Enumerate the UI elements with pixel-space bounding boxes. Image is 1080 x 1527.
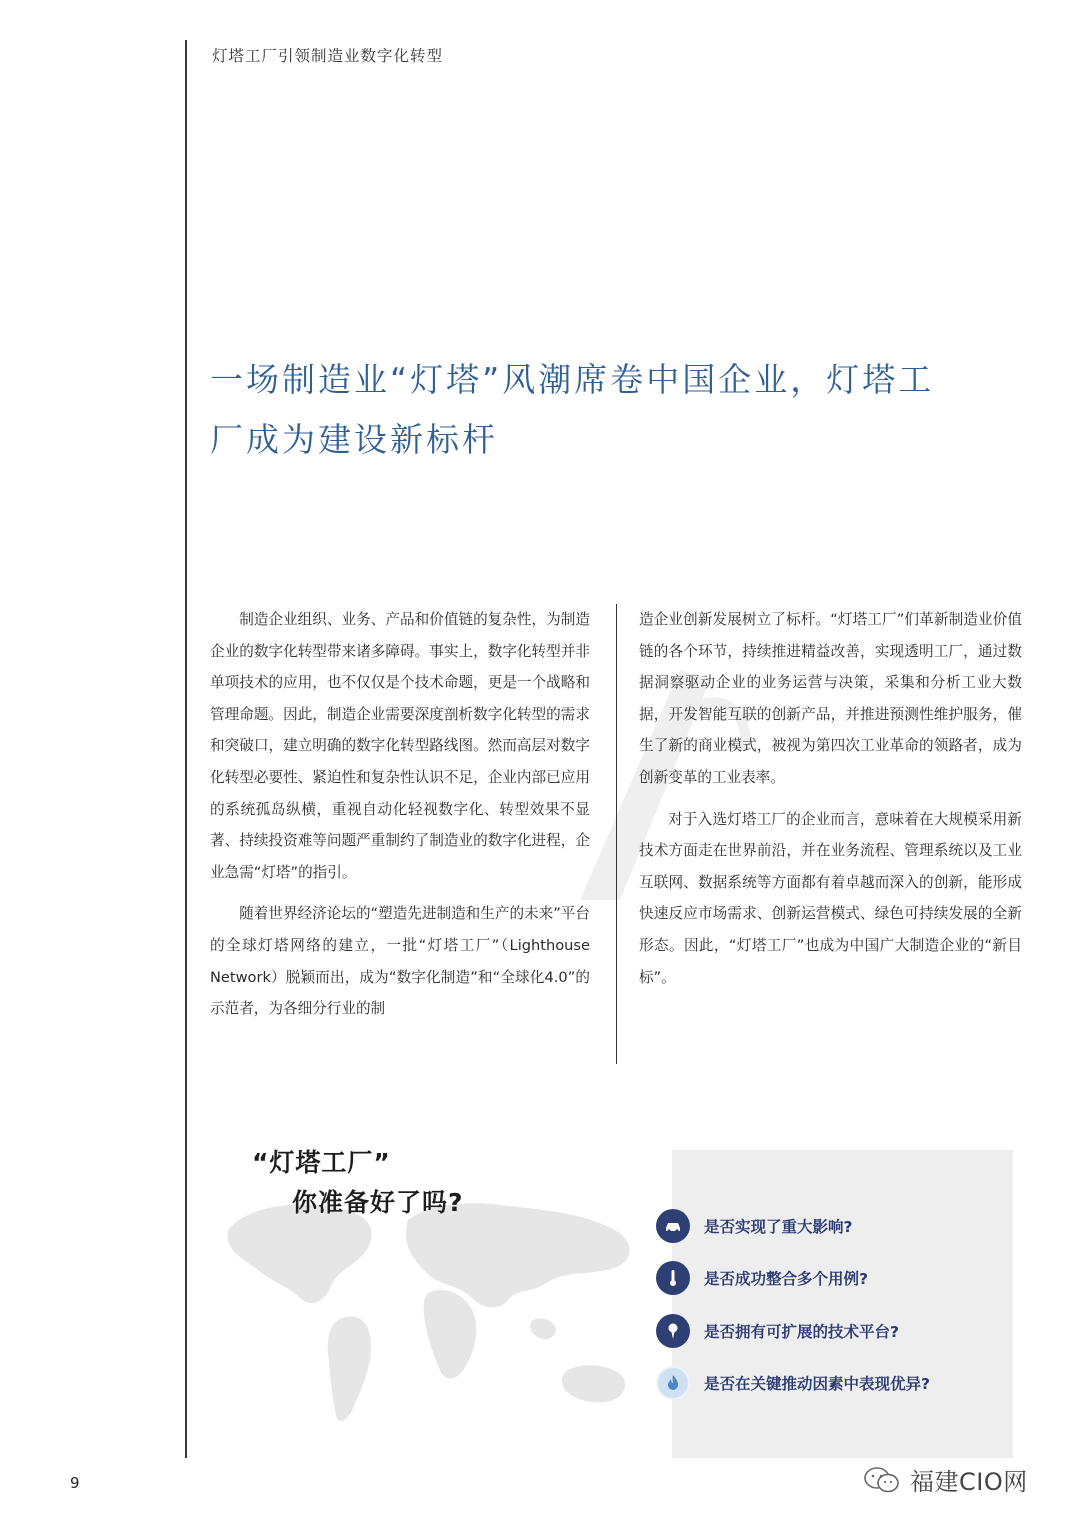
wechat-icon bbox=[862, 1465, 902, 1495]
flame-icon bbox=[656, 1366, 690, 1400]
page-number: 9 bbox=[70, 1474, 80, 1492]
section-title-line1: 一场制造业“灯塔”风潮席卷中国企业，灯塔工 bbox=[210, 360, 935, 399]
question-panel bbox=[672, 1150, 1013, 1458]
body-column-left bbox=[210, 604, 590, 1035]
question-item bbox=[656, 1364, 930, 1402]
margin-rule bbox=[185, 40, 187, 1458]
body-paragraph: 随着世界经济论坛的“塑造先进制造和生产的未来”平台的全球灯塔网络的建立，一批“灯塔工厂”（Lighthouse Network）脱颖而出，成为“数字化制造”和“全球化4.0”的示范者，为各细分行业的制 bbox=[210, 905, 590, 1018]
running-header: 灯塔工厂引领制造业数字化转型 bbox=[212, 47, 444, 65]
body-column-right bbox=[639, 604, 1022, 1003]
question-item bbox=[656, 1259, 868, 1297]
question-item bbox=[656, 1207, 853, 1245]
body-paragraph: 制造企业组织、业务、产品和价值链的复杂性，为制造企业的数字化转型带来诸多障碍。事实上，数字化转型并非单项技术的应用，也不仅仅是个技术命题，更是一个战略和管理命题。因此，制造企业需要深度剖析数字化转型的需求和突破口，建立明确的数字化转型路线图。然而高层对数字化转型必要性、紧迫性和复杂性认识不足，企业内部已应用的系统孤岛纵横，重视自动化轻视数字化、转型效果不显著、持续投资难等问题严重制约了制造业的数字化进程，企业急需“灯塔”的指引。 bbox=[210, 611, 590, 881]
question-text: 是否实现了重大影响? bbox=[704, 1218, 853, 1236]
car-icon bbox=[656, 1209, 690, 1243]
promo-title-line1: “灯塔工厂” bbox=[252, 1148, 391, 1177]
pin-icon bbox=[656, 1314, 690, 1348]
section-title bbox=[210, 350, 1040, 470]
question-text: 是否成功整合多个用例? bbox=[704, 1270, 868, 1288]
question-text: 是否在关键推动因素中表现优异? bbox=[704, 1375, 930, 1393]
brand-name: 福建CIO网 bbox=[910, 1468, 1028, 1496]
question-item bbox=[656, 1312, 899, 1350]
promo-title-line2: 你准备好了吗? bbox=[292, 1188, 464, 1217]
question-text: 是否拥有可扩展的技术平台? bbox=[704, 1323, 899, 1341]
body-paragraph: 对于入选灯塔工厂的企业而言，意味着在大规模采用新技术方面走在世界前沿，并在业务流程、管理系统以及工业互联网、数据系统等方面都有着卓越而深入的创新，能形成快速反应市场需求、创新运营模式、绿色可持续发展的全新形态。因此，“灯塔工厂”也成为中国广大制造企业的“新目标”。 bbox=[639, 810, 1022, 986]
body-paragraph: 造企业创新发展树立了标杆。“灯塔工厂”们革新制造业价值链的各个环节，持续推进精益改善，实现透明工厂，通过数据洞察驱动企业的业务运营与决策，采集和分析工业大数据，开发智能互联的创新产品，并推进预测性维护服务，催生了新的商业模式，被视为第四次工业革命的领路者，成为创新变革的工业表率。 bbox=[639, 611, 1022, 786]
thermometer-icon bbox=[656, 1261, 690, 1295]
brand-mark bbox=[862, 1462, 1028, 1497]
column-divider bbox=[616, 604, 617, 1064]
section-title-line2: 厂成为建设新标杆 bbox=[210, 420, 498, 459]
